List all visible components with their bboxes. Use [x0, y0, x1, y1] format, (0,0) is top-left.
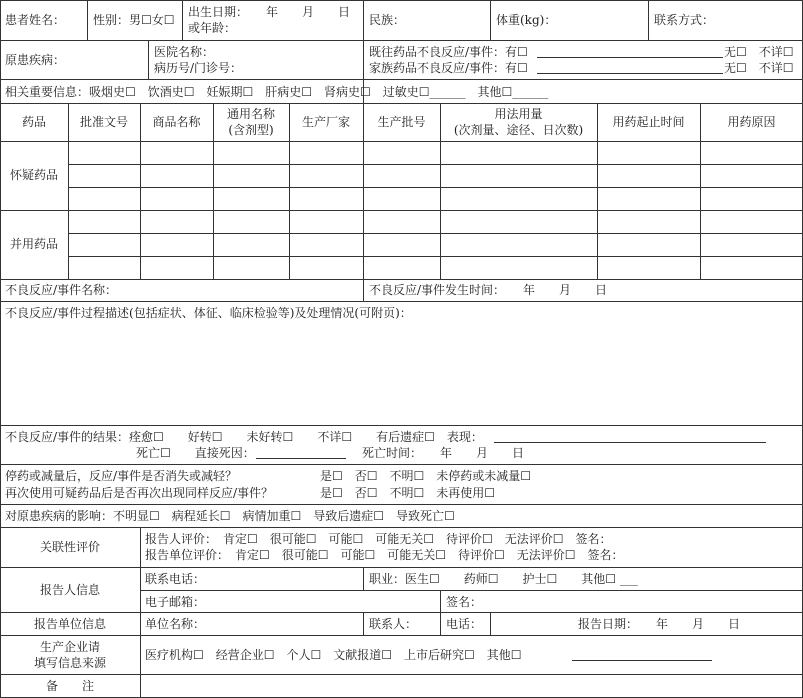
- rule: [700, 103, 701, 279]
- rule: [0, 504, 803, 505]
- past-adr-options[interactable]: 无☐ 不详☐: [724, 45, 794, 59]
- col-usage-detail: (次剂量、途径、日次数): [453, 123, 584, 137]
- rule: [490, 612, 491, 635]
- relevance-label: 关联性评价: [39, 540, 100, 554]
- original-disease-field[interactable]: 原患疾病：: [5, 53, 66, 67]
- rule: [68, 103, 69, 279]
- rule: [440, 612, 441, 635]
- rule: [68, 256, 803, 257]
- col-drug: 药品: [21, 115, 46, 129]
- reporter-evaluation[interactable]: 报告人评价： 肯定☐ 很可能☐ 可能☐ 可能无关☐ 待评价☐ 无法评价☐ 签名：: [145, 532, 612, 546]
- col-batch: 生产批号: [377, 115, 426, 129]
- age-field[interactable]: 或年龄：: [188, 21, 237, 35]
- source-label-line2: 填写信息来源: [33, 656, 106, 670]
- rule: [363, 567, 364, 590]
- rule: [363, 612, 364, 635]
- outcome-death[interactable]: 死亡☐ 直接死因：: [136, 446, 255, 460]
- rule: [0, 635, 803, 636]
- rule: [0, 674, 803, 675]
- source-label-line1: 生产企业请: [39, 640, 100, 654]
- rule: [0, 79, 803, 80]
- death-cause-underline: [256, 458, 346, 459]
- unit-evaluation[interactable]: 报告单位评价： 肯定☐ 很可能☐ 可能☐ 可能无关☐ 待评价☐ 无法评价☐ 签名：: [145, 548, 624, 562]
- rule: [363, 141, 364, 301]
- col-manufacturer: 生产厂家: [301, 115, 350, 129]
- unit-name-field[interactable]: 单位名称：: [145, 617, 206, 631]
- rule: [0, 210, 803, 211]
- rule: [0, 612, 803, 613]
- outcome-manifest-underline: [494, 442, 766, 443]
- rule: [140, 590, 803, 591]
- family-adr-label[interactable]: 家族药品不良反应/事件：有☐: [369, 61, 528, 75]
- adr-time-field[interactable]: 不良反应/事件发生时间： 年 月 日: [369, 283, 608, 297]
- rule: [0, 279, 803, 280]
- source-options[interactable]: 医疗机构☐ 经营企业☐ 个人☐ 文献报道☐ 上市后研究☐ 其他☐: [145, 648, 522, 662]
- rule: [0, 567, 803, 568]
- rule: [0, 141, 803, 142]
- rule: [597, 103, 598, 279]
- gender-field[interactable]: 性别：男☐女☐: [93, 13, 175, 27]
- adr-description-field[interactable]: 不良反应/事件过程描述(包括症状、体征、临床检验等)及处理情况(可附页)：: [5, 306, 412, 320]
- rule: [0, 425, 803, 426]
- past-adr-label[interactable]: 既往药品不良反应/事件：有☐: [369, 45, 528, 59]
- col-approval: 批准文号: [79, 115, 128, 129]
- col-generic-name: 通用名称: [226, 107, 275, 121]
- col-reason: 用药原因: [727, 115, 776, 129]
- weight-field[interactable]: 体重(kg)：: [496, 13, 557, 27]
- rule: [87, 0, 88, 40]
- disease-influence[interactable]: 对原患疾病的影响：不明显☐ 病程延长☐ 病情加重☐ 导致后遗症☐ 导致死亡☐: [5, 509, 455, 523]
- ethnicity-field[interactable]: 民族：: [369, 13, 406, 27]
- frame-top: [0, 0, 803, 1]
- birth-date-field[interactable]: 出生日期： 年 月 日: [188, 5, 351, 19]
- record-number-field[interactable]: 病历号/门诊号：: [154, 61, 243, 75]
- remarks-field[interactable]: [145, 679, 795, 693]
- rule: [148, 40, 149, 79]
- recheck-question-2: 再次使用可疑药品后是否再次出现同样反应/事件？: [5, 486, 274, 500]
- rule: [0, 103, 803, 104]
- rule: [68, 164, 803, 165]
- reporter-email-field[interactable]: 电子邮箱：: [145, 595, 206, 609]
- rule: [490, 0, 491, 40]
- concomitant-drug-label: 并用药品: [9, 237, 58, 251]
- adr-name-field[interactable]: 不良反应/事件名称：: [5, 283, 118, 297]
- rule: [140, 103, 141, 279]
- outcome-result[interactable]: 不良反应/事件的结果：痊愈☐ 好转☐ 未好转☐ 不详☐ 有后遗症☐ 表现：: [5, 430, 483, 444]
- rule: [0, 40, 803, 41]
- patient-name-field[interactable]: 患者姓名：: [5, 13, 66, 27]
- unit-contact-person-field[interactable]: 联系人：: [369, 617, 418, 631]
- past-adr-underline: [537, 57, 723, 58]
- recheck-question-1: 停药或减量后，反应/事件是否消失或减轻？: [5, 469, 238, 483]
- report-date-field[interactable]: 报告日期： 年 月 日: [578, 617, 741, 631]
- death-time[interactable]: 死亡时间： 年 月 日: [362, 446, 525, 460]
- recheck-answer-1[interactable]: 是☐ 否☐ 不明☐ 未停药或未减量☐: [320, 469, 532, 483]
- family-adr-underline: [537, 73, 723, 74]
- reporter-info-label: 报告人信息: [39, 583, 100, 597]
- rule: [0, 464, 803, 465]
- family-adr-options[interactable]: 无☐ 不详☐: [724, 61, 794, 75]
- reporter-signature-field[interactable]: 签名：: [446, 595, 483, 609]
- reporter-phone-field[interactable]: 联系电话：: [145, 572, 206, 586]
- history-info[interactable]: 相关重要信息：吸烟史☐ 饮酒史☐ 妊娠期☐ 肝病史☐ 肾病史☐ 过敏史☐______ 其他☐______: [5, 85, 549, 99]
- hospital-name-field[interactable]: 医院名称：: [154, 45, 215, 59]
- rule: [289, 103, 290, 279]
- remarks-label: 备 注: [45, 679, 94, 693]
- unit-info-label: 报告单位信息: [33, 617, 106, 631]
- contact-field[interactable]: 联系方式：: [654, 13, 715, 27]
- rule: [182, 0, 183, 40]
- col-usage: 用法用量: [494, 107, 543, 121]
- col-trade-name: 商品名称: [152, 115, 201, 129]
- reporter-occupation-field[interactable]: 职业：医生☐ 药师☐ 护士☐ 其他☐ ___: [369, 572, 638, 586]
- unit-phone-field[interactable]: 电话：: [446, 617, 483, 631]
- suspected-drug-label: 怀疑药品: [9, 168, 58, 182]
- source-other-underline: [572, 660, 712, 661]
- col-period: 用药起止时间: [612, 115, 685, 129]
- col-generic-form: (含剂型): [228, 123, 274, 137]
- rule: [648, 0, 649, 40]
- rule: [440, 590, 441, 612]
- rule: [0, 301, 803, 302]
- rule: [140, 527, 141, 698]
- rule: [0, 527, 803, 528]
- recheck-answer-2[interactable]: 是☐ 否☐ 不明☐ 未再使用☐: [320, 486, 496, 500]
- rule: [68, 187, 803, 188]
- rule: [68, 233, 803, 234]
